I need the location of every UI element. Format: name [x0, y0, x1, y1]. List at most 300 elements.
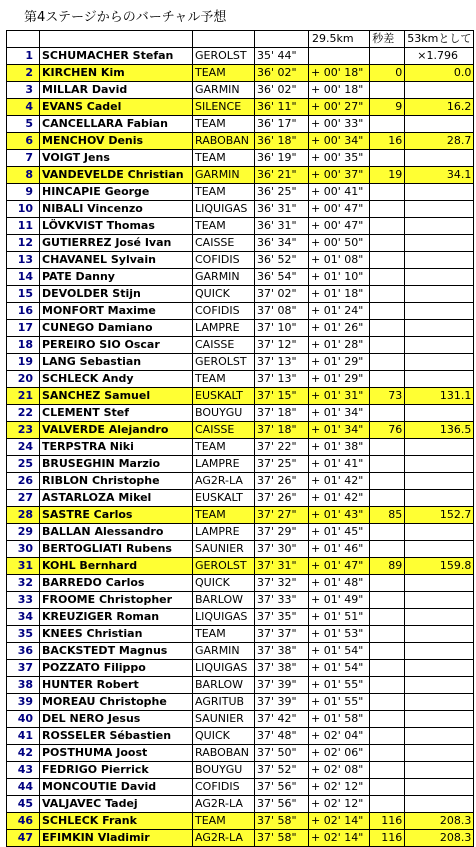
projection-cell [405, 643, 474, 660]
time-gap-cell: + 01' 28" [309, 337, 370, 354]
seconds-diff-cell: 116 [370, 830, 405, 847]
team-cell: QUICK [193, 728, 255, 745]
table-row [7, 592, 474, 609]
table-row [7, 728, 474, 745]
rider-name-cell: VALJAVEC Tadej [40, 796, 193, 813]
time-cell: 36' 52" [255, 252, 309, 269]
team-cell: AG2R-LA [193, 796, 255, 813]
rank-cell: 3 [7, 82, 40, 99]
team-cell: RABOBAN [193, 745, 255, 762]
table-row [7, 371, 474, 388]
time-cell: 37' 58" [255, 813, 309, 830]
rank-cell: 19 [7, 354, 40, 371]
team-cell: EUSKALT [193, 388, 255, 405]
seconds-diff-cell: 89 [370, 558, 405, 575]
time-cell: 37' 56" [255, 779, 309, 796]
rider-name-cell: CANCELLARA Fabian [40, 116, 193, 133]
seconds-diff-cell [370, 609, 405, 626]
time-cell: 37' 12" [255, 337, 309, 354]
team-cell: TEAM [193, 813, 255, 830]
time-gap-cell: + 00' 35" [309, 150, 370, 167]
time-gap-cell: + 01' 45" [309, 524, 370, 541]
table-row [7, 218, 474, 235]
seconds-diff-cell: 19 [370, 167, 405, 184]
time-gap-cell: + 02' 08" [309, 762, 370, 779]
table-row [7, 201, 474, 218]
team-cell: LAMPRE [193, 456, 255, 473]
time-cell: 37' 26" [255, 473, 309, 490]
team-cell: QUICK [193, 286, 255, 303]
projection-cell [405, 524, 474, 541]
rank-cell: 39 [7, 694, 40, 711]
team-cell: BARLOW [193, 592, 255, 609]
rank-cell: 43 [7, 762, 40, 779]
seconds-diff-cell [370, 405, 405, 422]
projection-cell [405, 575, 474, 592]
rider-name-cell: VANDEVELDE Christian [40, 167, 193, 184]
seconds-diff-cell [370, 575, 405, 592]
table-row [7, 286, 474, 303]
time-gap-cell: + 02' 12" [309, 779, 370, 796]
rider-name-cell: MENCHOV Denis [40, 133, 193, 150]
rider-name-cell: PEREIRO SIO Oscar [40, 337, 193, 354]
time-cell: 36' 31" [255, 201, 309, 218]
table-row [7, 796, 474, 813]
projection-cell: 152.7 [405, 507, 474, 524]
projection-cell [405, 184, 474, 201]
team-cell: TEAM [193, 150, 255, 167]
seconds-diff-cell [370, 150, 405, 167]
table-row [7, 660, 474, 677]
seconds-diff-cell [370, 643, 405, 660]
time-gap-cell: + 02' 12" [309, 796, 370, 813]
seconds-diff-cell [370, 320, 405, 337]
results-table-body [7, 31, 474, 847]
time-cell: 37' 29" [255, 524, 309, 541]
rider-name-cell: BERTOGLIATI Rubens [40, 541, 193, 558]
rider-name-cell: HUNTER Robert [40, 677, 193, 694]
table-row [7, 473, 474, 490]
table-row [7, 303, 474, 320]
seconds-diff-cell [370, 677, 405, 694]
table-row [7, 48, 474, 65]
time-gap-cell: + 01' 29" [309, 354, 370, 371]
team-cell: AG2R-LA [193, 830, 255, 847]
projection-cell: 16.2 [405, 99, 474, 116]
team-cell: SAUNIER [193, 711, 255, 728]
time-gap-cell: + 01' 42" [309, 490, 370, 507]
table-row [7, 762, 474, 779]
seconds-diff-cell [370, 116, 405, 133]
time-cell: 37' 38" [255, 660, 309, 677]
table-row [7, 456, 474, 473]
rider-name-cell: MONFORT Maxime [40, 303, 193, 320]
header-rank-cell [7, 31, 40, 48]
time-gap-cell: + 00' 18" [309, 82, 370, 99]
projection-cell [405, 269, 474, 286]
projection-cell: 159.8 [405, 558, 474, 575]
rider-name-cell: HINCAPIE George [40, 184, 193, 201]
rider-name-cell: RIBLON Christophe [40, 473, 193, 490]
rider-name-cell: MILLAR David [40, 82, 193, 99]
projection-cell: 131.1 [405, 388, 474, 405]
time-cell: 37' 18" [255, 422, 309, 439]
team-cell: LAMPRE [193, 524, 255, 541]
rider-name-cell: GUTIERREZ José Ivan [40, 235, 193, 252]
time-gap-cell: + 01' 34" [309, 405, 370, 422]
table-row [7, 252, 474, 269]
team-cell: LAMPRE [193, 320, 255, 337]
rank-cell: 6 [7, 133, 40, 150]
rank-cell: 13 [7, 252, 40, 269]
time-gap-cell: + 01' 24" [309, 303, 370, 320]
rider-name-cell: KIRCHEN Kim [40, 65, 193, 82]
rank-cell: 42 [7, 745, 40, 762]
time-cell: 37' 38" [255, 643, 309, 660]
seconds-diff-cell [370, 201, 405, 218]
team-cell: SAUNIER [193, 541, 255, 558]
rank-cell: 34 [7, 609, 40, 626]
rider-name-cell: SASTRE Carlos [40, 507, 193, 524]
time-gap-cell: + 01' 47" [309, 558, 370, 575]
rider-name-cell: MONCOUTIE David [40, 779, 193, 796]
time-cell: 36' 18" [255, 133, 309, 150]
seconds-diff-cell [370, 490, 405, 507]
rank-cell: 22 [7, 405, 40, 422]
time-gap-cell: + 01' 54" [309, 643, 370, 660]
time-gap-cell: + 01' 48" [309, 575, 370, 592]
time-gap-cell: + 01' 49" [309, 592, 370, 609]
team-cell: LIQUIGAS [193, 201, 255, 218]
rank-cell: 17 [7, 320, 40, 337]
seconds-diff-cell [370, 728, 405, 745]
time-cell: 36' 34" [255, 235, 309, 252]
rider-name-cell: CUNEGO Damiano [40, 320, 193, 337]
projection-cell [405, 779, 474, 796]
team-cell: COFIDIS [193, 779, 255, 796]
rank-cell: 41 [7, 728, 40, 745]
projection-cell: 136.5 [405, 422, 474, 439]
rank-cell: 30 [7, 541, 40, 558]
rank-cell: 5 [7, 116, 40, 133]
table-header-row [7, 31, 474, 48]
rider-name-cell: SANCHEZ Samuel [40, 388, 193, 405]
time-cell: 37' 52" [255, 762, 309, 779]
rank-cell: 32 [7, 575, 40, 592]
rider-name-cell: BARREDO Carlos [40, 575, 193, 592]
time-cell: 37' 39" [255, 694, 309, 711]
seconds-diff-cell [370, 371, 405, 388]
table-row [7, 320, 474, 337]
time-gap-cell: + 01' 53" [309, 626, 370, 643]
table-row [7, 354, 474, 371]
time-cell: 37' 32" [255, 575, 309, 592]
header-proj-cell: 53kmとして [405, 31, 474, 48]
team-cell: GEROLST [193, 48, 255, 65]
header-time-cell [255, 31, 309, 48]
rider-name-cell: BALLAN Alessandro [40, 524, 193, 541]
table-row [7, 711, 474, 728]
time-cell: 37' 25" [255, 456, 309, 473]
rank-cell: 12 [7, 235, 40, 252]
time-gap-cell: + 01' 54" [309, 660, 370, 677]
time-gap-cell: + 00' 41" [309, 184, 370, 201]
time-gap-cell: + 01' 55" [309, 677, 370, 694]
projection-cell [405, 116, 474, 133]
seconds-diff-cell [370, 541, 405, 558]
projection-cell [405, 796, 474, 813]
seconds-diff-cell [370, 337, 405, 354]
projection-cell [405, 82, 474, 99]
time-gap-cell: + 02' 14" [309, 813, 370, 830]
seconds-diff-cell [370, 779, 405, 796]
team-cell: GARMIN [193, 82, 255, 99]
time-cell: 37' 37" [255, 626, 309, 643]
time-gap-cell: + 00' 34" [309, 133, 370, 150]
rider-name-cell: KREUZIGER Roman [40, 609, 193, 626]
seconds-diff-cell: 76 [370, 422, 405, 439]
rider-name-cell: NIBALI Vincenzo [40, 201, 193, 218]
seconds-diff-cell [370, 694, 405, 711]
time-gap-cell: + 00' 47" [309, 218, 370, 235]
rank-cell: 44 [7, 779, 40, 796]
table-row [7, 677, 474, 694]
time-cell: 35' 44" [255, 48, 309, 65]
rank-cell: 7 [7, 150, 40, 167]
time-cell: 37' 18" [255, 405, 309, 422]
time-cell: 37' 56" [255, 796, 309, 813]
rider-name-cell: EVANS Cadel [40, 99, 193, 116]
projection-cell [405, 405, 474, 422]
team-cell: GARMIN [193, 643, 255, 660]
time-gap-cell: + 01' 55" [309, 694, 370, 711]
rider-name-cell: BACKSTEDT Magnus [40, 643, 193, 660]
projection-cell: 208.3 [405, 813, 474, 830]
rider-name-cell: ASTARLOZA Mikel [40, 490, 193, 507]
time-cell: 37' 08" [255, 303, 309, 320]
time-cell: 37' 26" [255, 490, 309, 507]
time-cell: 37' 33" [255, 592, 309, 609]
seconds-diff-cell: 0 [370, 65, 405, 82]
rider-name-cell: BRUSEGHIN Marzio [40, 456, 193, 473]
time-gap-cell: + 01' 10" [309, 269, 370, 286]
projection-cell [405, 320, 474, 337]
projection-cell [405, 252, 474, 269]
seconds-diff-cell: 9 [370, 99, 405, 116]
team-cell: TEAM [193, 439, 255, 456]
time-cell: 37' 10" [255, 320, 309, 337]
table-row [7, 626, 474, 643]
team-cell: TEAM [193, 184, 255, 201]
time-cell: 37' 42" [255, 711, 309, 728]
time-gap-cell: + 02' 04" [309, 728, 370, 745]
time-cell: 36' 21" [255, 167, 309, 184]
table-row [7, 490, 474, 507]
table-row [7, 405, 474, 422]
projection-cell [405, 728, 474, 745]
time-gap-cell: + 00' 33" [309, 116, 370, 133]
team-cell: BOUYGU [193, 762, 255, 779]
time-cell: 37' 50" [255, 745, 309, 762]
time-cell: 37' 27" [255, 507, 309, 524]
page-title: 第4ステージからのバーチャル予想 [24, 10, 227, 25]
seconds-diff-cell [370, 82, 405, 99]
projection-cell [405, 218, 474, 235]
table-row [7, 524, 474, 541]
time-cell: 37' 13" [255, 354, 309, 371]
rank-cell: 23 [7, 422, 40, 439]
table-row [7, 150, 474, 167]
seconds-diff-cell [370, 218, 405, 235]
time-gap-cell: + 01' 58" [309, 711, 370, 728]
time-gap-cell: + 01' 29" [309, 371, 370, 388]
seconds-diff-cell [370, 235, 405, 252]
team-cell: RABOBAN [193, 133, 255, 150]
rank-cell: 1 [7, 48, 40, 65]
seconds-diff-cell [370, 456, 405, 473]
team-cell: GEROLST [193, 354, 255, 371]
rank-cell: 40 [7, 711, 40, 728]
rank-cell: 21 [7, 388, 40, 405]
rank-cell: 24 [7, 439, 40, 456]
table-row [7, 184, 474, 201]
rider-name-cell: CHAVANEL Sylvain [40, 252, 193, 269]
table-row [7, 116, 474, 133]
rank-cell: 10 [7, 201, 40, 218]
table-row [7, 82, 474, 99]
team-cell: GARMIN [193, 269, 255, 286]
seconds-diff-cell: 116 [370, 813, 405, 830]
table-row [7, 609, 474, 626]
rider-name-cell: POZZATO Filippo [40, 660, 193, 677]
header-pts-cell: 秒差 [370, 31, 405, 48]
team-cell: COFIDIS [193, 303, 255, 320]
seconds-diff-cell [370, 762, 405, 779]
time-gap-cell: + 01' 08" [309, 252, 370, 269]
time-gap-cell: + 01' 38" [309, 439, 370, 456]
team-cell: BOUYGU [193, 405, 255, 422]
table-row [7, 830, 474, 847]
projection-cell [405, 660, 474, 677]
header-gap-cell: 29.5km [309, 31, 370, 48]
seconds-diff-cell: 85 [370, 507, 405, 524]
table-row [7, 507, 474, 524]
rank-cell: 8 [7, 167, 40, 184]
time-gap-cell: + 01' 42" [309, 473, 370, 490]
table-row [7, 235, 474, 252]
seconds-diff-cell [370, 473, 405, 490]
seconds-diff-cell [370, 711, 405, 728]
rank-cell: 31 [7, 558, 40, 575]
team-cell: COFIDIS [193, 252, 255, 269]
rank-cell: 45 [7, 796, 40, 813]
rider-name-cell: FEDRIGO Pierrick [40, 762, 193, 779]
table-row [7, 541, 474, 558]
projection-cell [405, 745, 474, 762]
time-cell: 36' 25" [255, 184, 309, 201]
table-row [7, 813, 474, 830]
team-cell: QUICK [193, 575, 255, 592]
time-gap-cell: + 00' 50" [309, 235, 370, 252]
projection-cell [405, 490, 474, 507]
seconds-diff-cell [370, 48, 405, 65]
projection-cell: 28.7 [405, 133, 474, 150]
time-gap-cell: + 00' 37" [309, 167, 370, 184]
rider-name-cell: DEL NERO Jesus [40, 711, 193, 728]
time-cell: 37' 13" [255, 371, 309, 388]
seconds-diff-cell [370, 524, 405, 541]
time-cell: 36' 02" [255, 65, 309, 82]
projection-cell [405, 354, 474, 371]
rider-name-cell: VALVERDE Alejandro [40, 422, 193, 439]
time-cell: 36' 02" [255, 82, 309, 99]
rider-name-cell: VOIGT Jens [40, 150, 193, 167]
header-team-cell [193, 31, 255, 48]
rank-cell: 35 [7, 626, 40, 643]
time-cell: 36' 54" [255, 269, 309, 286]
rider-name-cell: DEVOLDER Stijn [40, 286, 193, 303]
time-gap-cell [309, 48, 370, 65]
rank-cell: 28 [7, 507, 40, 524]
time-gap-cell: + 01' 41" [309, 456, 370, 473]
team-cell: GARMIN [193, 167, 255, 184]
table-row [7, 643, 474, 660]
rank-cell: 26 [7, 473, 40, 490]
team-cell: SILENCE [193, 99, 255, 116]
rank-cell: 37 [7, 660, 40, 677]
rank-cell: 33 [7, 592, 40, 609]
seconds-diff-cell [370, 592, 405, 609]
projection-cell [405, 201, 474, 218]
rank-cell: 36 [7, 643, 40, 660]
seconds-diff-cell [370, 354, 405, 371]
rank-cell: 4 [7, 99, 40, 116]
rank-cell: 27 [7, 490, 40, 507]
rank-cell: 2 [7, 65, 40, 82]
seconds-diff-cell: 73 [370, 388, 405, 405]
time-gap-cell: + 01' 43" [309, 507, 370, 524]
projection-cell [405, 473, 474, 490]
time-cell: 37' 30" [255, 541, 309, 558]
projection-cell [405, 609, 474, 626]
rider-name-cell: SCHLECK Frank [40, 813, 193, 830]
projection-cell [405, 235, 474, 252]
team-cell: GEROLST [193, 558, 255, 575]
rank-cell: 14 [7, 269, 40, 286]
rank-cell: 16 [7, 303, 40, 320]
team-cell: TEAM [193, 65, 255, 82]
rider-name-cell: CLEMENT Stef [40, 405, 193, 422]
rank-cell: 11 [7, 218, 40, 235]
time-gap-cell: + 01' 34" [309, 422, 370, 439]
time-gap-cell: + 00' 47" [309, 201, 370, 218]
seconds-diff-cell [370, 269, 405, 286]
rank-cell: 46 [7, 813, 40, 830]
team-cell: TEAM [193, 626, 255, 643]
rank-cell: 29 [7, 524, 40, 541]
time-gap-cell: + 00' 27" [309, 99, 370, 116]
team-cell: TEAM [193, 507, 255, 524]
rider-name-cell: ROSSELER Sébastien [40, 728, 193, 745]
rider-name-cell: SCHLECK Andy [40, 371, 193, 388]
seconds-diff-cell [370, 439, 405, 456]
time-cell: 37' 58" [255, 830, 309, 847]
projection-cell [405, 456, 474, 473]
table-row [7, 694, 474, 711]
table-row [7, 779, 474, 796]
time-cell: 37' 31" [255, 558, 309, 575]
team-cell: AG2R-LA [193, 473, 255, 490]
